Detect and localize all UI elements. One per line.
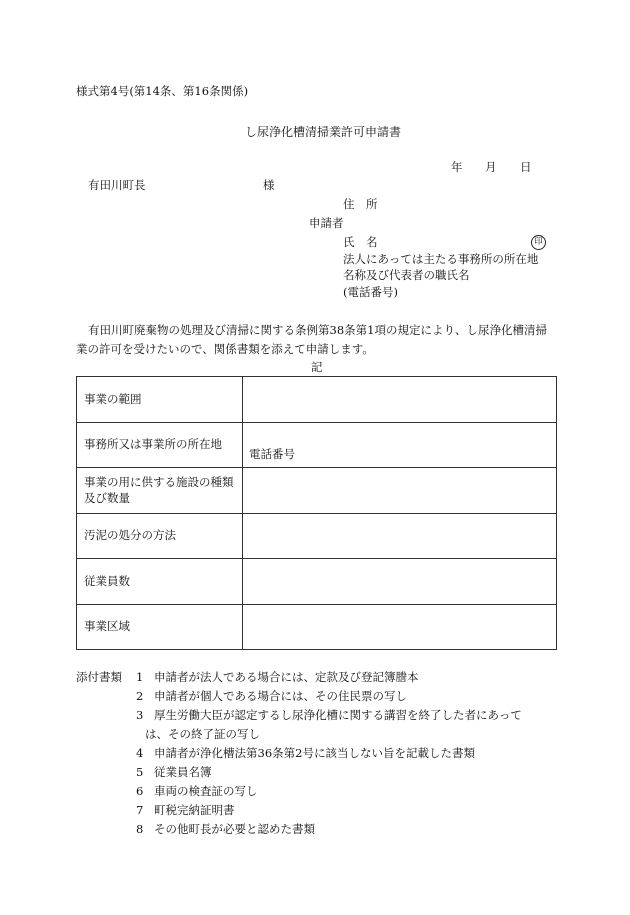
body-text-line-1: 有田川町廃棄物の処理及び清掃に関する条例第38条第1項の規定により、し尿浄化槽清掃 [88,323,547,337]
addressee-honorific: 様 [263,178,275,192]
facilities-field[interactable] [243,468,557,514]
addressee-name: 有田川町長 [88,178,146,192]
seal-mark: 印 [531,235,546,250]
employee-count-field[interactable] [243,559,557,605]
address-label: 住 所 [343,197,378,211]
corporate-note-2: 名称及び代表者の職氏名 [343,268,470,282]
corporate-note-1: 法人にあっては主たる事務所の所在地 [343,252,539,266]
list-item: 2 申請者が個人である場合には、その住民票の写し [136,689,407,703]
business-scope-field[interactable] [243,377,557,423]
applicant-section-label: 申請者 [309,216,344,230]
list-item: 8 その他町長が必要と認めた書類 [136,822,315,836]
office-location-field[interactable] [243,422,557,468]
page-title: し尿浄化槽清掃業許可申請書 [245,125,402,139]
list-item: 7 町税完納証明書 [136,803,235,817]
ki-label: 記 [311,360,323,374]
table-row [77,377,557,423]
phone-note: (電話番号) [343,285,398,299]
list-item: 6 車両の検査証の写し [136,784,258,798]
list-item: 4 申請者が浄化槽法第36条第2号に該当しない旨を記載した書類 [136,746,475,760]
list-item: 3 厚生労働大臣が認定するし尿浄化槽に関する講習を終了した者にあって [136,708,522,722]
facilities-label-line-1: 事業の用に供する施設の種類 [84,474,234,489]
row-label-office-location: 事務所又は事業所の所在地 [77,422,243,468]
sludge-disposal-field[interactable] [243,513,557,559]
list-item: 1 申請者が法人である場合には、定款及び登記簿謄本 [136,670,419,684]
row-label-sludge-disposal: 汚泥の処分の方法 [77,513,243,559]
date-year-label: 年 [451,160,463,174]
table-row [77,468,557,514]
phone-number-label: 電話番号 [249,447,295,462]
table-row [77,513,557,559]
table-row [77,604,557,650]
date-day-label: 日 [520,160,532,174]
table-row [77,559,557,605]
row-label-business-area: 事業区域 [77,604,243,650]
list-item-continuation: は、その終了証の写し [145,727,260,741]
form-number: 様式第4号(第14条、第16条関係) [76,84,249,98]
application-details-table [76,376,557,650]
facilities-label-line-2: 及び数量 [84,491,130,506]
row-label-facilities [77,468,243,514]
table-row [77,422,557,468]
body-text-line-2: 業の許可を受けたいので、関係書類を添えて申請します。 [76,342,374,356]
business-area-field[interactable] [243,604,557,650]
name-label: 氏 名 [343,235,378,249]
row-label-business-scope: 事業の範囲 [77,377,243,423]
date-month-label: 月 [485,160,497,174]
row-label-employee-count: 従業員数 [77,559,243,605]
list-item: 5 従業員名簿 [136,765,212,779]
attachments-heading: 添付書類 [76,670,122,684]
